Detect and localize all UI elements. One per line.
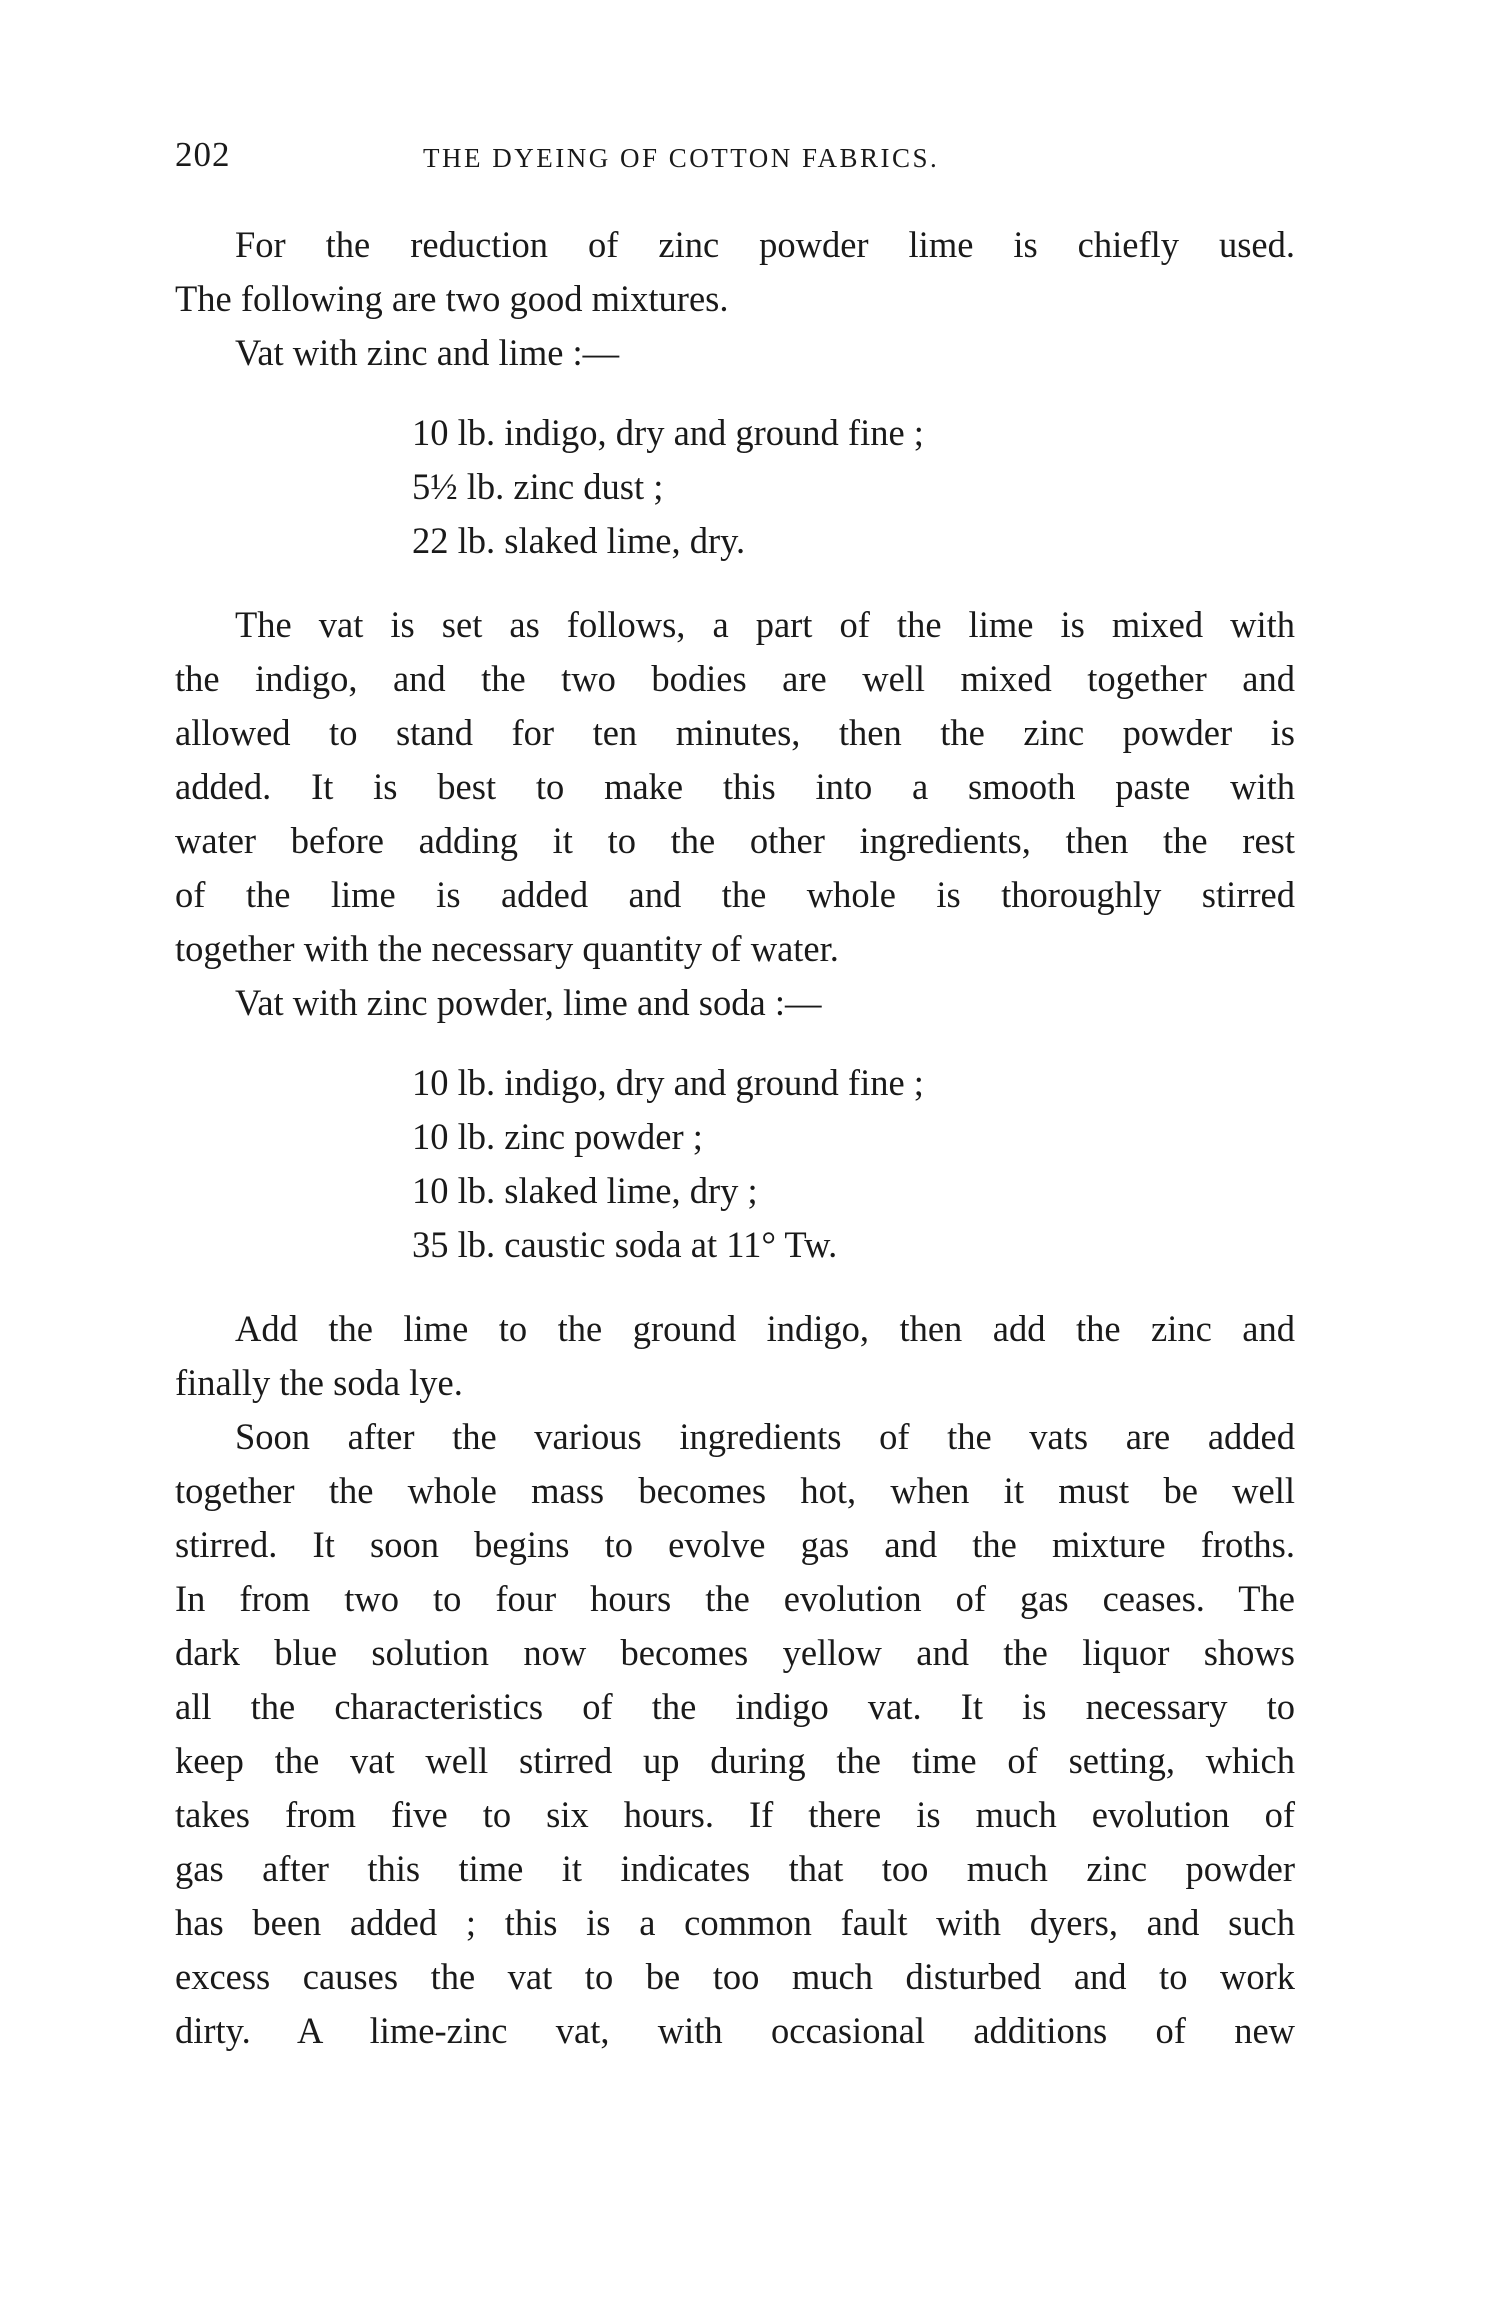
text-line: the indigo, and the two bodies are well mixed together and [175,658,1295,699]
text-line: together the whole mass becomes hot, when it must be well [175,1470,1295,1511]
recipe-item: 22 lb. slaked lime, dry. [412,520,746,561]
text-line: together with the necessary quantity of water. [175,928,839,969]
recipe-item: 35 lb. caustic soda at 11° Tw. [412,1224,838,1265]
text-line: finally the soda lye. [175,1362,463,1403]
text-line: The vat is set as follows, a part of the lime is mixed with [235,604,1295,645]
running-title: THE DYEING OF COTTON FABRICS. [423,143,940,173]
vat2-heading: Vat with zinc powder, lime and soda :— [235,982,822,1023]
vat1-heading: Vat with zinc and lime :— [235,332,620,373]
text-line: dirty. A lime-zinc vat, with occasional additions of new [175,2010,1295,2051]
recipe-item: 10 lb. indigo, dry and ground fine ; [412,1062,924,1103]
text-line: The following are two good mixtures. [175,278,729,319]
text-line: takes from five to six hours. If there is much evolution of [175,1794,1295,1835]
text-line: added. It is best to make this into a smooth paste with [175,766,1295,807]
text-line: excess causes the vat to be too much disturbed and to work [175,1956,1295,1997]
vat1-recipe-list [412,406,1295,568]
page-header [175,135,1315,185]
recipe-item: 5½ lb. zinc dust ; [412,466,664,507]
text-line: dark blue solution now becomes yellow and the liquor shows [175,1632,1295,1673]
text-line: gas after this time it indicates that too much zinc powder [175,1848,1295,1889]
recipe-item: 10 lb. slaked lime, dry ; [412,1170,758,1211]
text-line: stirred. It soon begins to evolve gas and the mixture froths. [175,1524,1295,1565]
vat2-recipe-list [412,1056,1295,1272]
text-line: keep the vat well stirred up during the time of setting, which [175,1740,1295,1781]
recipe-item: 10 lb. zinc powder ; [412,1116,703,1157]
text-line: Add the lime to the ground indigo, then add the zinc and [235,1308,1295,1349]
text-line: For the reduction of zinc powder lime is chiefly used. [235,224,1295,265]
text-line: Soon after the various ingredients of the vats are added [235,1416,1295,1457]
page-number: 202 [175,135,231,174]
recipe-item: 10 lb. indigo, dry and ground fine ; [412,412,924,453]
text-line: all the characteristics of the indigo vat. It is necessary to [175,1686,1295,1727]
text-line: water before adding it to the other ingredients, then the rest [175,820,1295,861]
text-line: of the lime is added and the whole is thoroughly stirred [175,874,1295,915]
body-text [175,218,1295,2058]
text-line: allowed to stand for ten minutes, then the zinc powder is [175,712,1295,753]
text-line: has been added ; this is a common fault with dyers, and such [175,1902,1295,1943]
text-line: In from two to four hours the evolution of gas ceases. The [175,1578,1295,1619]
